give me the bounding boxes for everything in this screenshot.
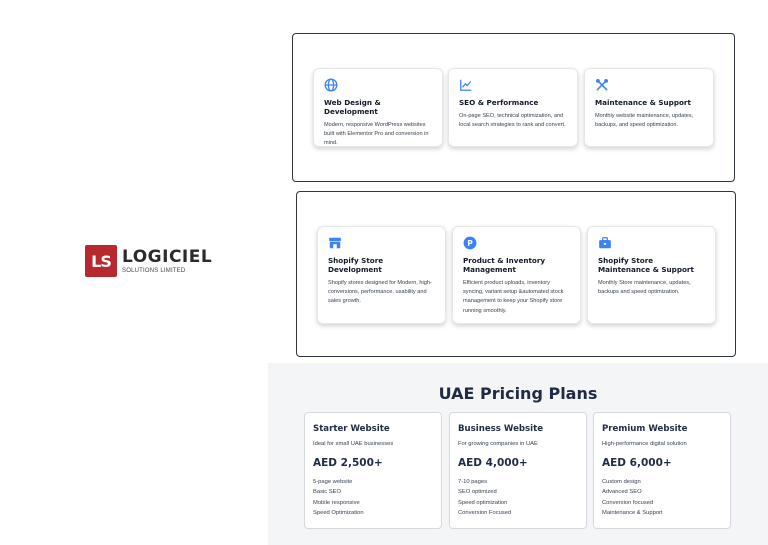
globe-icon [324,78,338,92]
plan-feature: Maintenance & Support [602,510,663,517]
pricing-title: UAE Pricing Plans [438,384,598,403]
plan-price: AED 2,500+ [313,457,383,469]
service-card-title: Shopify Store Maintenance & Support [598,256,694,274]
plan-feature: SEO optimized [458,489,497,496]
plan-feature: Advanced SEO [602,489,642,496]
service-card-maintenance[interactable] [584,68,714,147]
plan-price: AED 6,000+ [602,457,672,469]
service-card-web-design[interactable] [313,68,443,147]
service-card-title: Product & Inventory Management [463,256,546,274]
plan-description: High-performance digital solution [602,441,687,447]
company-logo[interactable] [85,245,212,277]
chart-icon [459,78,473,92]
pricing-section [268,363,768,545]
product-icon [463,236,477,250]
plan-card-business[interactable] [449,412,587,529]
plan-features [602,477,722,519]
service-card-seo[interactable] [448,68,578,147]
plan-feature: Speed optimization [458,499,508,506]
plan-feature: 7-10 pages [458,479,488,485]
logo-subtitle: SOLUTIONS LIMITED [122,267,186,274]
service-card-shopify-development[interactable] [317,226,446,324]
service-card-description: Shopify stores designed for Modern, high-conversions, performance, usability and sales growth. [328,280,432,305]
service-card-title: Maintenance & Support [595,98,691,107]
service-card-title: Shopify Store Development [328,256,384,274]
tools-icon [595,78,609,92]
service-card-description: Modern, responsive WordPress websites built with Elementor Pro and conversion in mind. [324,122,429,147]
service-card-title: SEO & Performance [459,98,539,107]
plan-feature: Conversion Focused [458,510,512,517]
plan-name: Premium Website [602,424,688,434]
logo-mark: LS [85,245,117,277]
plan-feature: Basic SEO [313,489,342,496]
plan-features [313,477,433,519]
store-icon [328,236,342,250]
service-card-description: On-page SEO, technical optimization, and local search strategies to rank and convert. [459,113,566,129]
plan-features [458,477,578,519]
service-card-description: Monthly website maintenance, updates, backups, and speed optimization. [595,113,694,129]
plan-feature: Conversion focused [602,499,654,506]
plan-card-starter[interactable] [304,412,442,529]
shopify-services-panel [296,191,736,357]
plan-feature: 5-page website [313,479,353,485]
svg-text:P: P [467,238,473,248]
plan-feature: Speed Optimization [313,510,364,517]
service-card-product-inventory[interactable] [452,226,581,324]
wordpress-services-panel [292,33,735,182]
plan-feature: Mobile responsive [313,499,360,506]
plan-card-premium[interactable] [593,412,731,529]
logo-text [122,246,213,274]
logo-name: LOGICIEL [122,246,213,267]
plan-description: Ideal for small UAE businesses [313,441,394,447]
plan-name: Business Website [458,424,544,434]
service-card-shopify-maintenance[interactable] [587,226,716,324]
plan-name: Starter Website [313,424,390,434]
service-card-description: Efficient product uploads, inventory syncing, variant setup &automated stock management to keep your Shopify store running smoothly. [463,280,564,314]
briefcase-icon [598,236,612,250]
service-card-title: Web Design & Development [324,98,381,116]
service-card-description: Monthly Store maintenance, updates, backups and speed optimization. [598,280,691,296]
plan-description: For growing companies in UAE [458,441,538,447]
plan-feature: Custom design [602,479,641,485]
plan-price: AED 4,000+ [458,457,528,469]
